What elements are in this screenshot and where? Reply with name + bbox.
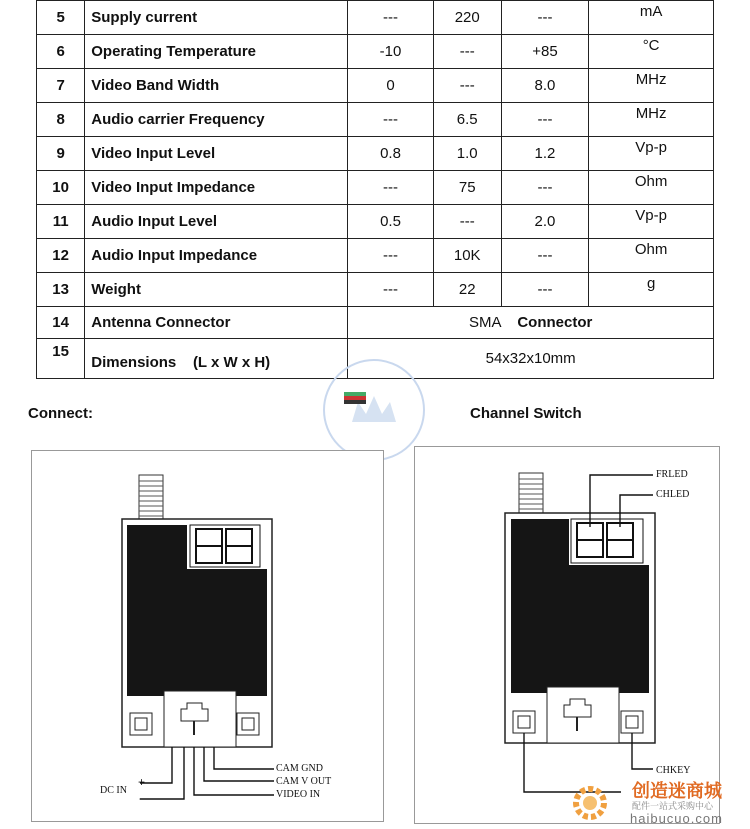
row-unit: Vp-p [589, 137, 714, 171]
label-minus: - [139, 791, 143, 805]
row-parameter: Weight [85, 273, 348, 307]
label-cam-gnd: CAM GND [276, 763, 323, 774]
row-number: 14 [37, 307, 85, 339]
table-row [37, 35, 714, 69]
row-min: --- [348, 1, 433, 35]
row-number: 6 [37, 35, 85, 69]
spec-table [36, 0, 714, 379]
store-brand: 创造迷商城 [632, 781, 722, 801]
store-url: haibucuo.com [630, 811, 723, 826]
row-unit: Ohm [589, 171, 714, 205]
connect-title: Connect: [28, 405, 93, 422]
row-max: --- [501, 171, 588, 205]
row-typ: 6.5 [433, 103, 501, 137]
row-number: 11 [37, 205, 85, 239]
row-max: --- [501, 103, 588, 137]
row-typ: 10K [433, 239, 501, 273]
table-row [37, 137, 714, 171]
row-min: --- [348, 239, 433, 273]
row-typ: --- [433, 35, 501, 69]
antenna-type: SMA [468, 314, 501, 331]
row-max: --- [501, 273, 588, 307]
label-cam-vout: CAM V OUT [276, 776, 332, 787]
row-min: --- [348, 171, 433, 205]
row-number: 13 [37, 273, 85, 307]
channel-title: Channel Switch [470, 405, 582, 422]
row-min: 0.5 [348, 205, 433, 239]
row-number: 7 [37, 69, 85, 103]
row-unit: mA [589, 1, 714, 35]
table-row [37, 69, 714, 103]
row-unit: MHz [589, 103, 714, 137]
dimensions-label-extra: (L x W x H) [192, 354, 271, 371]
row-parameter: Operating Temperature [85, 35, 348, 69]
row-parameter: Video Band Width [85, 69, 348, 103]
row-parameter: Antenna Connector [85, 307, 348, 339]
row-unit: Vp-p [589, 205, 714, 239]
label-chkey: CHKEY [656, 765, 691, 776]
table-row [37, 239, 714, 273]
dimensions-label: Dimensions [91, 354, 177, 371]
row-number: 10 [37, 171, 85, 205]
table-row [37, 1, 714, 35]
row-typ: --- [433, 69, 501, 103]
row-unit: °C [589, 35, 714, 69]
row-max: --- [501, 239, 588, 273]
gear-icon [570, 783, 610, 823]
antenna-connector: Connector [517, 314, 593, 331]
row-parameter [85, 339, 348, 379]
row-typ: 75 [433, 171, 501, 205]
row-parameter: Supply current [85, 1, 348, 35]
table-row [37, 273, 714, 307]
row-number: 9 [37, 137, 85, 171]
dimensions-value: 54x32x10mm [348, 339, 714, 379]
row-max: 2.0 [501, 205, 588, 239]
row-parameter: Audio Input Impedance [85, 239, 348, 273]
connect-diagram [31, 450, 384, 822]
antenna-value [348, 307, 714, 339]
label-video-in: VIDEO IN [276, 789, 321, 800]
row-unit: g [589, 273, 714, 307]
row-max: 8.0 [501, 69, 588, 103]
row-typ: --- [433, 205, 501, 239]
row-typ: 22 [433, 273, 501, 307]
row-max: --- [501, 1, 588, 35]
label-dc-in: DC IN [100, 785, 127, 796]
row-unit: MHz [589, 69, 714, 103]
label-plus: + [138, 775, 146, 789]
row-min: --- [348, 103, 433, 137]
row-max: 1.2 [501, 137, 588, 171]
row-number: 5 [37, 1, 85, 35]
table-row-antenna [37, 307, 714, 339]
row-number: 12 [37, 239, 85, 273]
table-row [37, 171, 714, 205]
label-chled: CHLED [656, 489, 690, 500]
row-min: 0.8 [348, 137, 433, 171]
store-slogan: 配件一站式采购中心 [632, 801, 714, 811]
row-min: -10 [348, 35, 433, 69]
label-frled: FRLED [656, 469, 688, 480]
row-typ: 220 [433, 1, 501, 35]
row-parameter: Video Input Level [85, 137, 348, 171]
row-parameter: Audio carrier Frequency [85, 103, 348, 137]
store-watermark [560, 775, 750, 829]
channel-diagram [414, 446, 720, 824]
row-parameter: Audio Input Level [85, 205, 348, 239]
row-min: 0 [348, 69, 433, 103]
table-row [37, 103, 714, 137]
row-number: 8 [37, 103, 85, 137]
row-parameter: Video Input Impedance [85, 171, 348, 205]
row-unit: Ohm [589, 239, 714, 273]
row-typ: 1.0 [433, 137, 501, 171]
row-min: --- [348, 273, 433, 307]
table-row [37, 205, 714, 239]
connect-schematic [32, 451, 383, 821]
row-max: +85 [501, 35, 588, 69]
row-number: 15 [37, 339, 85, 379]
